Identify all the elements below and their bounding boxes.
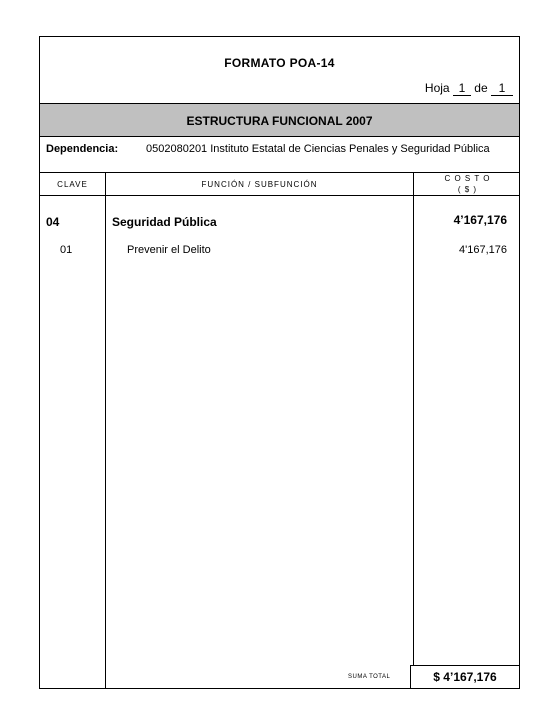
- row-2-nombre: Prevenir el Delito: [127, 244, 211, 256]
- section-band-title: ESTRUCTURA FUNCIONAL 2007: [40, 103, 519, 137]
- row-2-costo: 4'167,176: [459, 244, 507, 256]
- suma-total-label: SUMA TOTAL: [348, 674, 391, 680]
- form-title: FORMATO POA-14: [224, 56, 335, 70]
- row-1-costo: 4’167,176: [453, 213, 507, 227]
- de-number: 1: [491, 81, 513, 96]
- hoja-label: Hoja: [424, 81, 450, 95]
- table-header-top-rule: [40, 172, 519, 173]
- row-1-clave: 04: [46, 215, 60, 229]
- suma-total-value: $ 4’167,176: [410, 665, 520, 689]
- de-label: de: [474, 81, 488, 95]
- table-header-bottom-rule: [40, 195, 519, 196]
- column-header-clave: CLAVE: [57, 180, 88, 189]
- column-header-funcion: FUNCIÓN / SUBFUNCIÓN: [201, 180, 318, 189]
- form-frame: [39, 36, 520, 689]
- row-2-clave: 01: [60, 244, 73, 256]
- clave-column-divider: [105, 172, 106, 689]
- page-indicator: [425, 81, 513, 96]
- dependencia-label: Dependencia:: [46, 143, 119, 155]
- column-header-costo: C O S T O: [444, 174, 491, 183]
- column-header-costo-unit: ( $ ): [457, 185, 478, 194]
- dependencia-value: 0502080201 Instituto Estatal de Ciencias Penales y Seguridad Pública: [146, 143, 490, 155]
- hoja-number: 1: [453, 81, 471, 96]
- costo-column-divider: [413, 172, 414, 665]
- row-1-nombre: Seguridad Pública: [112, 215, 217, 229]
